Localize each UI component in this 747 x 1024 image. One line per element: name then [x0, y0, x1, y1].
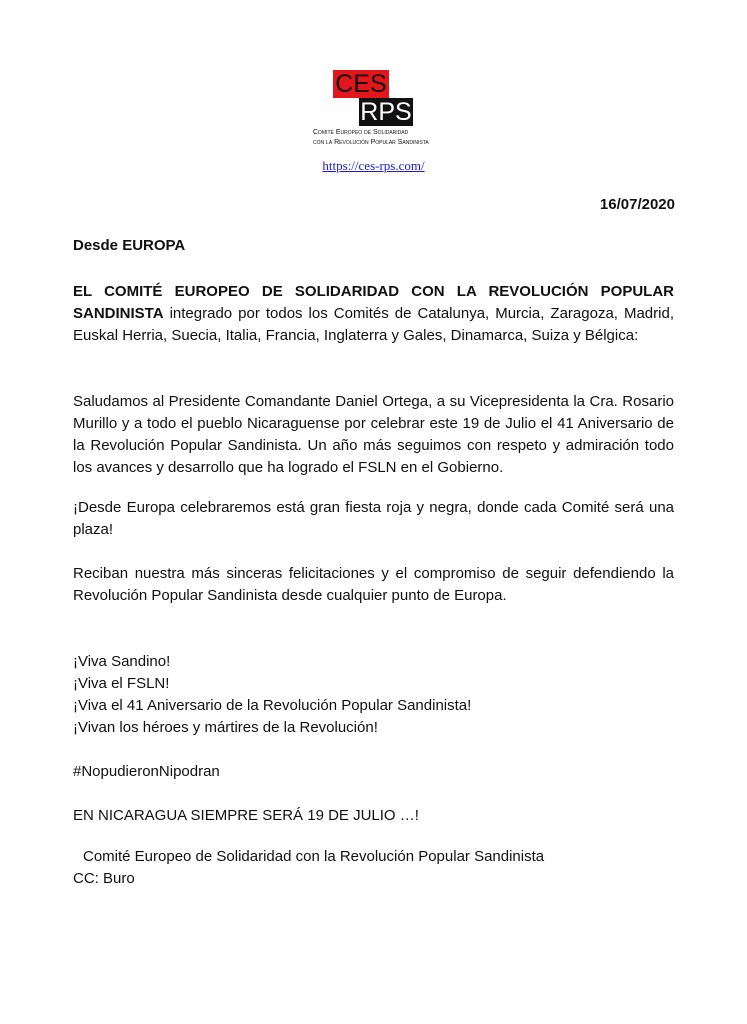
viva-line: ¡Viva Sandino!: [73, 653, 171, 670]
viva-line: ¡Viva el FSLN!: [73, 675, 170, 692]
paragraph-celebration: ¡Desde Europa celebraremos está gran fiesta roja y negra, donde cada Comité será una plaza!: [73, 499, 674, 538]
intro-rest: integrado por todos los Comités de Catalunya, Murcia, Zaragoza, Madrid, Euskal Herria, Suecia, Italia, Francia, Inglaterra y Gales, Dinamarca, Suiza y Bélgica:: [73, 305, 674, 344]
viva-line: ¡Vivan los héroes y mártires de la Revolución!: [73, 719, 378, 736]
logo-rps-block: RPS: [360, 98, 412, 126]
logo-ces-block: CES: [333, 70, 389, 98]
vivas-list: [73, 651, 674, 739]
paragraph-greeting: Saludamos al Presidente Comandante Daniel Ortega, a su Vicepresidenta la Cra. Rosario Murillo y a todo el pueblo Nicaraguense por celebrar este 19 de Julio el 41 Aniversario de la Revolución Popular Sandinista. Un año más seguimos con respeto y admiración todo los avances y desarrollo que ha logrado el FSLN en el Gobierno.: [73, 393, 674, 476]
website-link[interactable]: https://ces-rps.com/: [322, 158, 425, 173]
viva-line: ¡Viva el 41 Aniversario de la Revolución Popular Sandinista!: [73, 697, 472, 714]
logo-caption-line2: con la Revolución Popular Sandinista: [313, 139, 429, 146]
signature-cc: CC: Buro: [73, 870, 135, 887]
hashtag: #NopudieronNipodran: [73, 763, 220, 780]
logo-caption: [313, 128, 463, 148]
logo-caption-line1: Comité Europeo de Solidaridad: [313, 129, 409, 136]
document-date: 16/07/2020: [599, 196, 675, 213]
closing-slogan: EN NICARAGUA SIEMPRE SERÁ 19 DE JULIO …!: [73, 807, 419, 824]
paragraph-congratulations: Reciban nuestra más sinceras felicitaciones y el compromiso de seguir defendiendo la Revolución Popular Sandinista desde cualquier punto de Europa.: [73, 565, 674, 604]
paragraph-intro: [73, 281, 674, 347]
ces-rps-logo: [333, 70, 413, 130]
signature: [73, 846, 674, 890]
heading: Desde EUROPA: [73, 237, 186, 254]
signature-committee: Comité Europeo de Solidaridad con la Revolución Popular Sandinista: [83, 848, 545, 865]
committee-name: EL COMITÉ EUROPEO DE SOLIDARIDAD CON LA REVOLUCIÓN POPULAR SANDINISTA: [73, 283, 674, 322]
